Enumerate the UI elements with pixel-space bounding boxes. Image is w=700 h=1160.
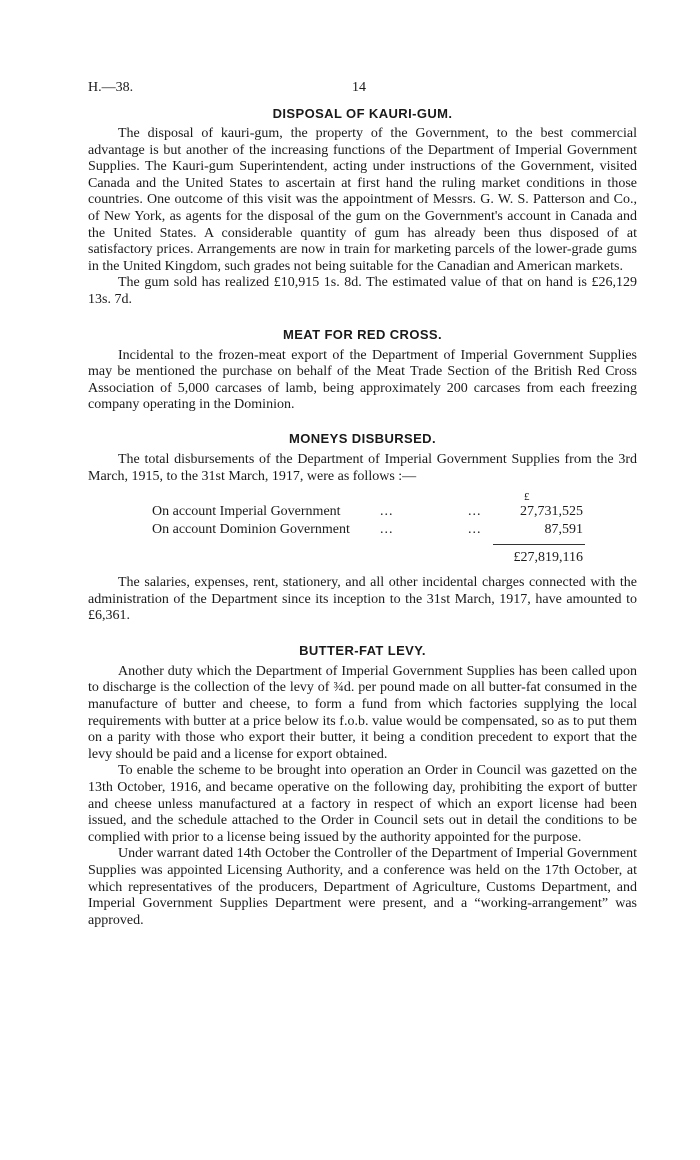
currency-symbol: £	[524, 491, 530, 504]
currency-header	[88, 491, 637, 503]
paragraph-disbursements-intro: The total disbursements of the Department of Imperial Government Supplies from the 3rd March, 1915, to the 31st March, 1917, were as follows :—	[88, 451, 637, 484]
paragraph-meat: Incidental to the frozen-meat export of the Department of Imperial Government Supplies may be mentioned the purchase on behalf of the Meat Trade Section of the British Red Cross Association of 5,000 carcases of lamb, being approximately 200 carcases from each freezing company operating in the Dominion.	[88, 347, 637, 413]
account-row	[88, 521, 637, 539]
section-heading-moneys: MONEYS DISBURSED.	[289, 430, 436, 446]
paragraph-salaries: The salaries, expenses, rent, stationery, and all other incidental charges connected with the administration of the Department since its inception to the 31st March, 1917, have amounted to £6,361.	[88, 575, 637, 624]
section-heading-butter-fat: BUTTER-FAT LEVY.	[299, 642, 426, 658]
total-amount: £27,819,116	[513, 550, 583, 566]
account-row	[88, 503, 637, 521]
account-label: On account Imperial Government	[152, 504, 341, 520]
account-amount: 87,591	[544, 522, 583, 538]
section-heading-kauri-gum: DISPOSAL OF KAURI-GUM.	[272, 106, 453, 121]
leader-dots: ...	[468, 504, 482, 520]
leader-dots: ...	[468, 522, 482, 538]
section-heading-meat: MEAT FOR RED CROSS.	[282, 326, 443, 342]
leader-dots: ...	[380, 522, 394, 538]
account-amount: 27,731,525	[520, 504, 583, 520]
paragraph-order-in-council: To enable the scheme to be brought into operation an Order in Council was gazetted on the 13th October, 1916, and became operative on the following day, prohibiting the export of butter and cheese unless manufactured at a factory in respect of which an export license had been issued, and the schedule attached to the Order in Council sets out in detail the conditions to be complied with prior to a license being issued by the authority appointed for the purpose.	[88, 763, 637, 845]
total-rule	[493, 544, 585, 545]
paragraph-kauri-disposal: The disposal of kauri-gum, the property of the Government, to the best commercial advantage is but another of the increasing functions of the Department of Imperial Government Supplies. The Kauri-gum Superintendent, acting under instructions of the Government, visited Canada and the United States to ascertain at first hand the ruling market conditions in those countries. One outcome of this visit was the appointment of Messrs. G. W. S. Patterson and Co., of New York, as agents for the disposal of the gum on the Government's account in Canada and the United States. A considerable quantity of gum has already been thus disposed of at satisfactory prices. Arrangements are now in train for marketing parcels of the lower-grade gums in the United Kingdom, such grades not being suitable for the Canadian and American markets.	[88, 126, 637, 274]
paragraph-licensing-authority: Under warrant dated 14th October the Controller of the Department of Imperial Government Supplies was appointed Licensing Authority, and a conference was held on the 17th October, at which representatives of the producers, Department of Agriculture, Customs Department, and Imperial Government Supplies Department were present, and a “working-arrangement” was approved.	[88, 846, 637, 928]
paragraph-kauri-value: The gum sold has realized £10,915 1s. 8d. The estimated value of that on hand is £26,129 13s. 7d.	[88, 275, 637, 307]
report-reference: H.—38.	[88, 80, 134, 95]
disbursement-table	[88, 491, 637, 567]
paragraph-levy-duty: Another duty which the Department of Imperial Government Supplies has been called upon to discharge is the collection of the levy of ¾d. per pound made on all butter-fat consumed in the manufacture of butter and cheese, to form a fund from which factories supplying the local requirements with butter at a price below its f.o.b. value would be compensated, so as to put them on a parity with those who export their butter, it being a condition precedent to export that the levy should be paid and a license for export obtained.	[88, 663, 637, 762]
page-content	[88, 106, 637, 929]
leader-dots: ...	[380, 504, 394, 520]
account-label: On account Dominion Government	[152, 522, 350, 538]
page-number: 14	[352, 80, 366, 95]
total-row	[88, 547, 637, 567]
